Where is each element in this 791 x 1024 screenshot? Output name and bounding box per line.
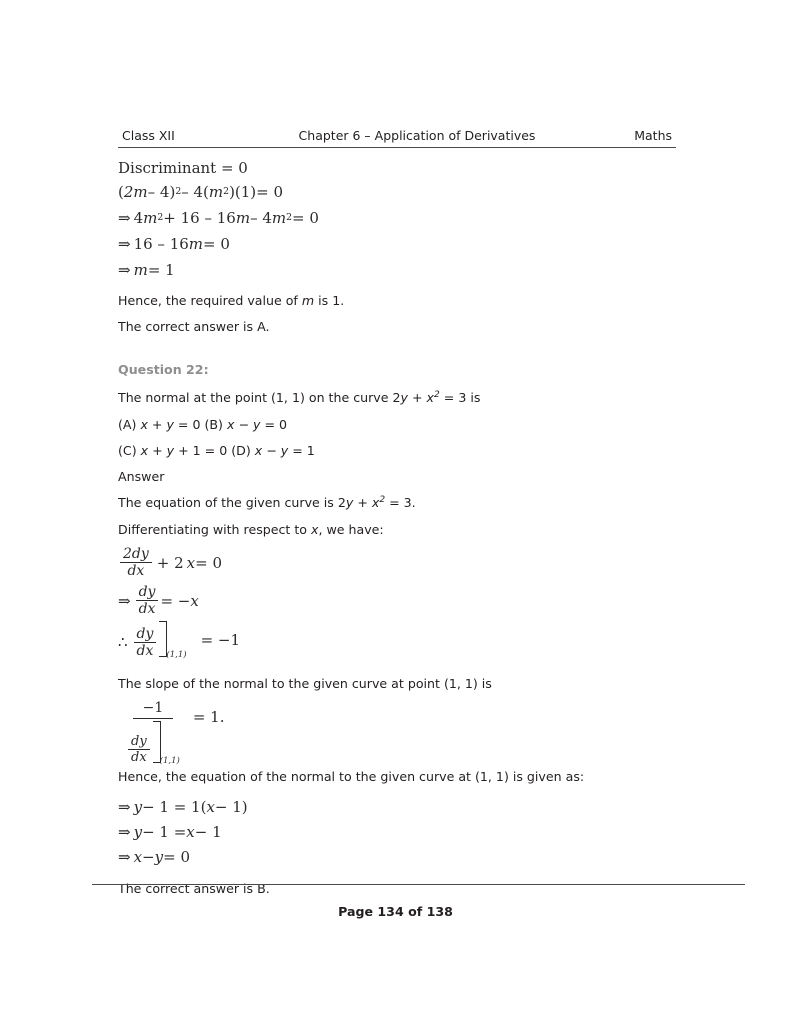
option-a-equals: = 0 xyxy=(173,416,205,432)
option-c-x: x xyxy=(140,442,149,458)
statement-prefix: The normal at the point (1, 1) on the curve 2 xyxy=(118,390,401,406)
hence-suffix: is 1. xyxy=(314,293,345,308)
question-heading: Question 22: xyxy=(118,362,209,378)
option-a-label: (A) xyxy=(118,416,141,432)
option-c-plus: + xyxy=(148,442,167,458)
variable-m-2: m xyxy=(235,209,251,227)
header-class-label: Class XII xyxy=(122,128,175,143)
math-line-implicit-derivative xyxy=(118,545,718,581)
fraction-denominator: dx xyxy=(131,749,147,765)
fraction-denominator: dx xyxy=(127,563,145,580)
discriminant-equals-zero: Discriminant = 0 xyxy=(118,159,248,177)
option-d-label: (D) xyxy=(231,442,255,458)
implies-arrow-icon-5: ⇒ xyxy=(118,797,131,816)
final-minus-1-tail: − 1 xyxy=(194,822,222,841)
math-line-simplified xyxy=(118,231,718,257)
implies-arrow-icon-2: ⇒ xyxy=(118,235,131,253)
math-line-discriminant xyxy=(118,157,718,179)
fraction-numerator: dy xyxy=(128,735,150,750)
curve-eq-x: x xyxy=(371,495,380,511)
header-subject-label: Maths xyxy=(634,128,672,143)
nested-fraction xyxy=(120,700,186,764)
statement-suffix: = 3 is xyxy=(439,390,481,406)
fraction-dy-dx-1 xyxy=(136,585,159,616)
final-math-block xyxy=(118,794,718,869)
term-minus-4b: – 4 xyxy=(181,183,204,201)
paren-open-2: ( xyxy=(203,183,209,201)
paragraph-differentiating xyxy=(118,523,718,536)
page-content xyxy=(118,157,718,895)
option-b-x: x xyxy=(226,416,235,432)
paragraph-hence-normal-equation: Hence, the equation of the normal to the given curve at (1, 1) is given as: xyxy=(118,768,585,784)
equals-zero-2: = 0 xyxy=(292,209,319,227)
final-var-y-3: y xyxy=(154,847,164,866)
coef-4: 4 xyxy=(133,209,144,227)
final-minus-sign: − xyxy=(142,847,155,866)
math-line-final-normal xyxy=(118,844,718,869)
math-line-m-equals-1 xyxy=(118,257,718,283)
final-var-x-1: x xyxy=(206,797,215,816)
implies-arrow-icon-7: ⇒ xyxy=(118,847,131,866)
math-line-normal-slope-fraction xyxy=(118,699,718,766)
final-minus-1-eq-2: − 1 = xyxy=(142,822,187,841)
fraction-dy-dx-2 xyxy=(134,627,157,658)
final-var-y-2: y xyxy=(133,822,143,841)
final-var-y-1: y xyxy=(133,797,143,816)
final-var-x-2: x xyxy=(186,822,195,841)
math-line-dydx-at-point xyxy=(118,621,718,665)
evaluation-point-subscript-2: (1,1) xyxy=(159,755,180,766)
option-a-y: y xyxy=(166,416,174,432)
final-paren-open: ( xyxy=(200,797,207,816)
therefore-icon: ∴ xyxy=(118,632,128,651)
header-chapter-title: Chapter 6 – Application of Derivatives xyxy=(298,128,536,143)
differentiating-prefix: Differentiating with respect to xyxy=(118,521,312,537)
nested-fraction-denominator xyxy=(120,719,186,764)
option-a-x: x xyxy=(140,416,148,432)
evaluated-derivative xyxy=(132,621,187,658)
curve-eq-exponent: 2 xyxy=(379,495,386,506)
variable-m: m xyxy=(208,183,224,201)
option-a-plus: + xyxy=(147,416,167,432)
fraction-numerator: 2dy xyxy=(120,547,152,563)
paragraph-correct-answer-a: The correct answer is A. xyxy=(118,319,270,335)
option-d-equals: = 1 xyxy=(288,442,315,458)
option-b-equals: = 0 xyxy=(260,416,288,432)
minus-4: – 4 xyxy=(250,209,272,227)
hence-prefix: Hence, the required value of xyxy=(118,293,302,308)
var-x-rhs: x xyxy=(190,591,199,610)
option-c-plus-one: + 1 = 0 xyxy=(174,442,232,458)
statement-var-x: x xyxy=(426,390,434,406)
question-statement xyxy=(118,391,718,404)
variable-m-4: m xyxy=(188,235,204,253)
final-minus-1-eq: − 1 = 1 xyxy=(142,797,201,816)
term-minus-4: – 4) xyxy=(147,183,176,201)
implies-arrow-icon-6: ⇒ xyxy=(118,822,131,841)
paragraph-slope-of-normal: The slope of the normal to the given curve at point (1, 1) is xyxy=(118,675,492,691)
statement-exponent: 2 xyxy=(434,390,440,401)
nested-fraction-numerator: −1 xyxy=(133,700,174,719)
equals-zero-3: = 0 xyxy=(203,235,230,253)
option-d-x: x xyxy=(254,442,263,458)
evaluation-point-subscript: (1,1) xyxy=(166,649,187,660)
option-line-cd xyxy=(118,444,718,457)
fraction-dy-dx-3 xyxy=(128,735,150,764)
paren-close-one: )(1) xyxy=(229,183,257,201)
math-line-expanded-discriminant: ( 2m – 4) 2 – 4 ( m 2 )(1) = 0 xyxy=(118,183,284,201)
option-line-ab xyxy=(118,418,718,431)
paren-open: ( xyxy=(118,183,124,201)
option-d-y: y xyxy=(280,442,289,458)
option-b-label: (B) xyxy=(204,416,227,432)
fraction-numerator: dy xyxy=(136,585,159,601)
math-line-dydx-equals-minus-x xyxy=(118,581,718,621)
final-var-x-3: x xyxy=(133,847,143,866)
option-c-label: (C) xyxy=(118,442,141,458)
plus-2: + 2 xyxy=(156,553,184,572)
variable-m-5: m xyxy=(133,261,148,279)
answer-label: Answer xyxy=(118,469,165,485)
math-line-point-slope xyxy=(118,794,718,819)
implies-arrow-icon: ⇒ xyxy=(118,209,131,227)
fraction-numerator: dy xyxy=(134,627,157,643)
var-x-term: x xyxy=(186,553,196,572)
final-paren-close: − 1) xyxy=(214,797,248,816)
equals-minus: = − xyxy=(160,591,191,610)
option-b-y: y xyxy=(253,416,261,432)
derivative-math-block xyxy=(118,545,718,665)
curve-eq-prefix: The equation of the given curve is 2 xyxy=(118,495,346,511)
paragraph-curve-equation xyxy=(118,496,718,509)
slope-result-equals-one: = 1. xyxy=(192,707,225,726)
curve-eq-y: y xyxy=(345,495,354,511)
fraction-2dy-dx xyxy=(120,547,152,578)
option-b-minus: − xyxy=(234,416,253,432)
variable-m-1: m xyxy=(143,209,158,227)
footer-divider xyxy=(92,884,745,885)
paragraph-correct-answer-b: The correct answer is B. xyxy=(118,881,270,897)
math-line-expansion: ⇒ 4 m 2 + 16 – 16 m – 4 m 2 = 0 xyxy=(118,209,319,227)
differentiating-var-x: x xyxy=(311,521,319,537)
implies-arrow-icon-4: ⇒ xyxy=(118,591,131,610)
curve-eq-suffix: = 3. xyxy=(385,495,416,511)
equals-zero-4: = 0 xyxy=(195,553,223,572)
math-line-expanded-normal xyxy=(118,819,718,844)
option-c-y: y xyxy=(166,442,175,458)
page-number-footer: Page 134 of 138 xyxy=(338,904,453,919)
fraction-denominator: dx xyxy=(136,642,154,659)
header-divider xyxy=(118,147,676,148)
paragraph-hence-value-of-m xyxy=(118,294,718,307)
statement-var-y: y xyxy=(400,390,408,406)
differentiating-suffix: , we have: xyxy=(318,521,384,537)
curve-eq-plus: + xyxy=(353,495,372,511)
hence-variable-m: m xyxy=(301,293,315,308)
equals-minus-one: = −1 xyxy=(200,630,241,649)
discriminant-math-block xyxy=(118,157,718,283)
final-equals-zero: = 0 xyxy=(163,847,190,866)
page-header xyxy=(118,128,676,148)
variable-m-3: m xyxy=(271,209,287,227)
term-16-minus-16: 16 – 16 xyxy=(133,235,189,253)
plus-16-minus-16: + 16 – 16 xyxy=(163,209,236,227)
equals-zero: = 0 xyxy=(256,183,284,201)
equals-one: = 1 xyxy=(147,261,175,279)
option-d-minus: − xyxy=(262,442,281,458)
term-2m: 2m xyxy=(123,183,148,201)
implies-arrow-icon-3: ⇒ xyxy=(118,261,131,279)
fraction-denominator: dx xyxy=(138,601,156,618)
statement-plus: + xyxy=(407,390,427,406)
